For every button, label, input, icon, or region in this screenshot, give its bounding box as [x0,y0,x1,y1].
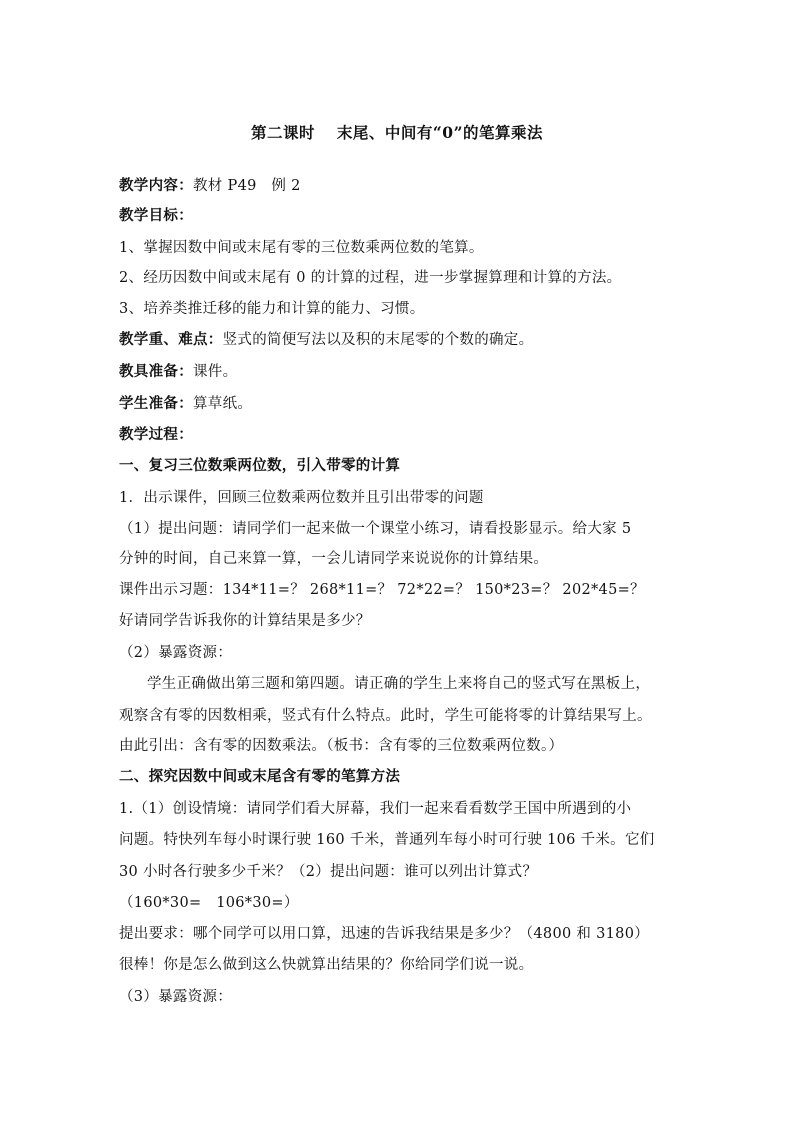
key-points-value: 竖式的简便写法以及积的末尾零的个数的确定。 [222,332,534,348]
process-heading: 教学过程： [119,426,193,443]
section2-line: （3）暴露资源： [119,989,233,1005]
tools-value: 课件。 [193,364,238,380]
section2-line: 1.（1）创设情境：请同学们看大屏幕，我们一起来看看数学王国中所遇到的小 [119,801,632,817]
section2-line: 提出要求：哪个同学可以用口算，迅速的告诉我结果是多少？（4800 和 3180） [119,926,650,942]
section1-line: （2）暴露资源： [119,645,233,661]
section1-line: 1．出示课件，回顾三位数乘两位数并且引出带零的问题 [119,490,484,506]
section1-line: 观察含有零的因数相乘，竖式有什么特点。此时，学生可能将零的计算结果写上。 [119,708,652,724]
student-prep-label: 学生准备： [119,395,193,412]
section2-line: 问题。特快列车每小时课行驶 160 千米，普通列车每小时可行驶 106 千米。它们 [119,832,655,848]
lesson-title: 第二课时 末尾、中间有“0”的笔算乘法 [250,123,543,142]
section2-heading: 二、探究因数中间或末尾含有零的笔算方法 [119,768,401,785]
section1-line: 好请同学告诉我你的计算结果是多少？ [119,613,371,629]
student-prep-value: 算草纸。 [193,396,253,412]
section1-line: 由此引出：含有零的因数乘法。（板书：含有零的三位数乘两位数。） [119,738,564,754]
section1-line: 学生正确做出第三题和第四题。请正确的学生上来将自己的竖式写在黑板上， [147,676,651,692]
section2-line: （160*30= 106*30=） [119,895,299,911]
content-label: 教学内容： [119,177,193,194]
tools-line [119,362,684,382]
section1-line: 分钟的时间，自己来算一算，一会儿请同学来说说你的计算结果。 [119,551,549,567]
content-value: 教材 P49 例 2 [193,178,301,194]
tools-label: 教具准备： [119,363,193,380]
key-points-label: 教学重、难点： [119,331,223,348]
content-line [119,176,684,196]
key-points-line [119,330,684,350]
section1-line: （1）提出问题：请同学们一起来做一个课堂小练习，请看投影显示。给大家 5 [119,521,632,537]
section1-line: 课件出示习题：134*11=？ 268*11=？ 72*22=？ 150*23=？ 202*45=？ [119,582,645,598]
goal-item: 1、掌握因数中间或末尾有零的三位数乘两位数的笔算。 [119,240,484,256]
goal-item: 3、培养类推迁移的能力和计算的能力、习惯。 [119,301,425,317]
section1-heading: 一、复习三位数乘两位数，引入带零的计算 [119,457,401,474]
goal-item: 2、经历因数中间或末尾有 0 的计算的过程，进一步掌握算理和计算的方法。 [119,270,622,286]
student-prep-line [119,394,684,414]
section2-line: 很棒！你是怎么做到这么快就算出结果的？你给同学们说一说。 [119,957,534,973]
section2-line: 30 小时各行驶多少千米？（2）提出问题：谁可以列出计算式？ [119,864,538,880]
goals-heading: 教学目标： [119,207,193,224]
